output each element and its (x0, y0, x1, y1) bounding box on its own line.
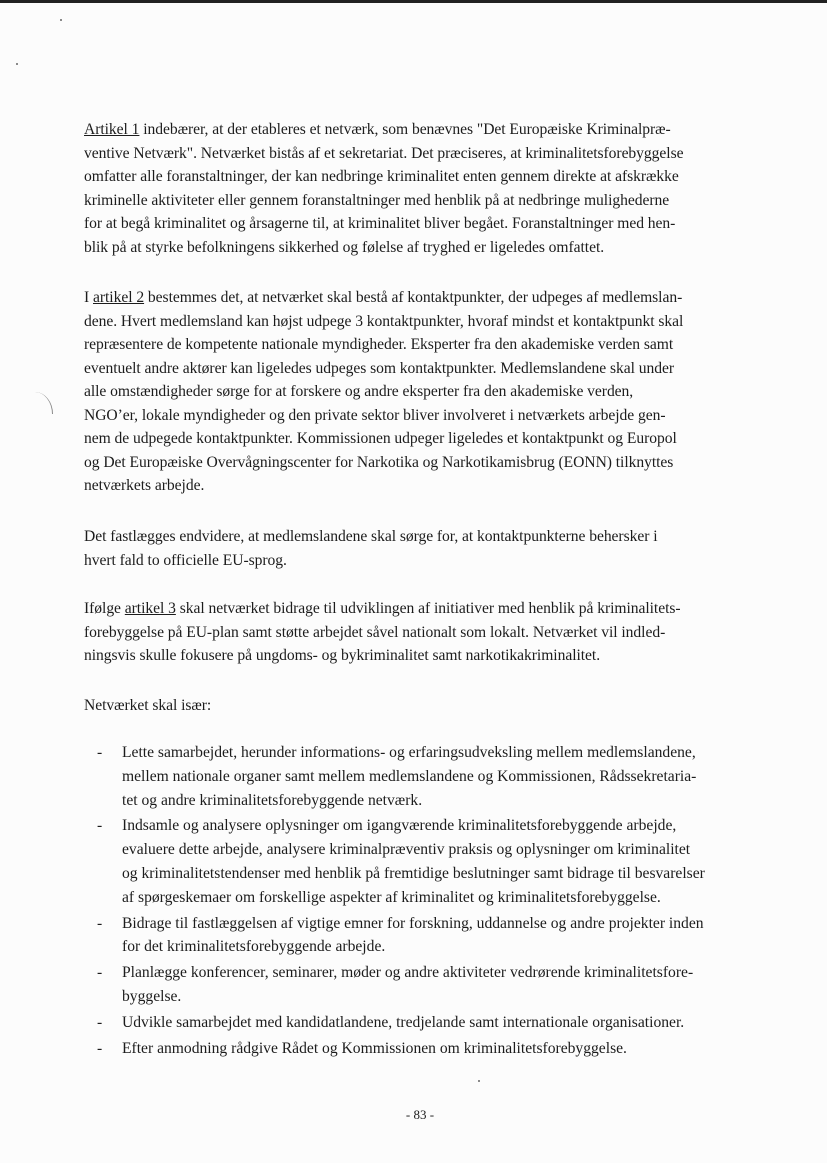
scan-speck (60, 19, 62, 21)
list-item (84, 1037, 774, 1061)
text-line (84, 525, 754, 549)
text-line (84, 333, 754, 357)
text-line (84, 451, 754, 475)
bullet-dash: - (97, 817, 103, 835)
line-text: og Det Europæiske Overvågningscenter for Narkotika og Narkotikamisbrug (EONN) tilknyttes (84, 453, 674, 471)
list-item-line: Planlægge konferencer, seminarer, møder og andre aktiviteter vedrørende kriminalitetsfore- (122, 964, 694, 982)
list-item-line: af spørgeskemaer om forskellige aspekter af kriminalitet og kriminalitetsforebyggelse. (122, 888, 661, 906)
line-text: nem de udpegede kontaktpunkter. Kommissionen udpeger ligeledes et kontaktpunkt og Europol (84, 430, 677, 447)
line-text: ningsvis skulle fokusere på ungdoms- og bykriminalitet samt narkotikakriminalitet. (84, 647, 601, 664)
list-item-line: byggelse. (122, 987, 182, 1005)
line-prefix: I (84, 289, 93, 306)
line-text: omfatter alle foranstaltninger, der kan nedbringe kriminalitet enten gennem direkte at afskrække (84, 168, 679, 185)
margin-pencil-mark (34, 392, 53, 414)
paragraph-network-tasks-intro (84, 694, 754, 718)
line-text: blik på at styrke befolkningens sikkerhed og følelse af tryghed er ligeledes omfattet. (84, 238, 605, 256)
list-item-line: Lette samarbejdet, herunder informations- og erfaringsudveksling mellem medlemslandene, (122, 744, 696, 761)
line-text: dene. Hvert medlemsland kan højst udpege 3 kontaktpunkter, hvoraf mindst et kontaktpunkt skal (84, 312, 684, 330)
line-text: repræsentere de kompetente nationale myndigheder. Eksperter fra den akademiske verden samt (84, 336, 674, 353)
text-line (84, 357, 754, 381)
text-line (84, 212, 754, 236)
text-line (84, 286, 754, 310)
line-text: indebærer, at der etableres et netværk, som benævnes "Det Europæiske Kriminalpræ- (139, 121, 671, 138)
line-text: kriminelle aktiviteter eller gennem foranstaltninger med henblik på at nedbringe mulighederne (84, 191, 670, 209)
text-line (84, 165, 754, 189)
list-item (84, 961, 774, 1009)
text-line (84, 694, 754, 718)
text-line (84, 427, 754, 451)
list-item-line: Indsamle og analysere oplysninger om igangværende kriminalitetsforebyggende arbejde, (122, 817, 677, 835)
line-text: eventuelt andre aktører kan ligeledes udpeges som kontaktpunkter. Medlemslandene skal under (84, 359, 674, 377)
list-item-line: tet og andre kriminalitetsforebyggende netværk. (122, 791, 423, 809)
line-text: ventive Netværk". Netværket bistås af et sekretariat. Det præciseres, at kriminalitetsforebyggelse (84, 144, 684, 162)
article-reference: artikel 2 (93, 289, 145, 306)
list-item-line: mellem nationale organer samt mellem medlemslandene og Kommissionen, Rådssekretaria- (122, 767, 697, 785)
bullet-dash: - (97, 744, 103, 761)
line-prefix: Ifølge (84, 600, 125, 617)
bullet-dash: - (97, 914, 103, 932)
line-text: NGO’er, lokale myndigheder og den private sektor bliver involveret i netværkets arbejde gen- (84, 406, 666, 424)
list-item (84, 814, 774, 909)
line-text: netværkets arbejde. (84, 477, 205, 494)
list-item-line: for det kriminalitetsforebyggende arbejde. (122, 938, 386, 956)
line-text: skal netværket bidrage til udviklingen af initiativer med henblik på kriminalitets- (175, 600, 681, 617)
text-line (84, 404, 754, 428)
text-line (84, 380, 754, 404)
bullet-dash: - (97, 1039, 103, 1057)
text-line (84, 142, 754, 166)
text-line (84, 549, 754, 573)
paragraph-article-1 (84, 118, 754, 259)
text-line (84, 621, 754, 645)
scan-speck (16, 63, 18, 65)
list-item-line: evaluere dette arbejde, analysere kriminalpræventiv praksis og oplysninger om kriminalitet (122, 841, 691, 859)
text-line (84, 597, 754, 621)
article-reference: Artikel 1 (84, 121, 140, 138)
scan-speck (478, 1080, 480, 1082)
list-item-line: Udvikle samarbejdet med kandidatlandene, tredjelande samt internationale organisationer. (122, 1013, 685, 1031)
text-line (84, 310, 754, 334)
article-reference: artikel 3 (124, 600, 176, 617)
line-text: bestemmes det, at netværket skal bestå af kontaktpunkter, der udpeges af medlemslan- (144, 289, 683, 306)
list-item (84, 1011, 774, 1035)
text-line (84, 474, 754, 498)
paragraph-article-2 (84, 286, 754, 498)
paragraph-language-requirement (84, 525, 754, 572)
list-item (84, 912, 774, 960)
list-item-line: Bidrage til fastlæggelsen af vigtige emner for forskning, uddannelse og andre projekter inden (122, 914, 704, 932)
text-line (84, 644, 754, 668)
line-text: Det fastlægges endvidere, at medlemslandene skal sørge for, at kontaktpunkterne behersker i (84, 528, 658, 545)
text-line (84, 118, 754, 142)
paragraph-article-3 (84, 597, 754, 668)
line-text: alle omstændigheder sørge for at forskere og andre eksperter fra den akademiske verden, (84, 383, 634, 400)
line-text: forebyggelse på EU-plan samt støtte arbejdet såvel nationalt som lokalt. Netværket vil indled- (84, 623, 666, 641)
text-line (84, 189, 754, 213)
task-list (84, 741, 774, 1062)
list-item-line: og kriminalitetstendenser med henblik på fremtidige beslutninger samt bidrage til besvarelser (122, 864, 705, 882)
scan-top-rule (0, 0, 827, 3)
line-text: Netværket skal især: (84, 697, 212, 714)
page-number: - 83 - (405, 1107, 435, 1122)
bullet-dash: - (97, 964, 103, 982)
line-text: for at begå kriminalitet og årsagerne til, at kriminalitet bliver begået. Foranstaltninger med hen- (84, 215, 676, 232)
list-item (84, 741, 774, 812)
line-text: hvert fald to officielle EU-sprog. (84, 551, 287, 569)
bullet-dash: - (97, 1013, 103, 1031)
text-line (84, 236, 754, 260)
list-item-line: Efter anmodning rådgive Rådet og Kommissionen om kriminalitetsforebyggelse. (122, 1039, 627, 1057)
